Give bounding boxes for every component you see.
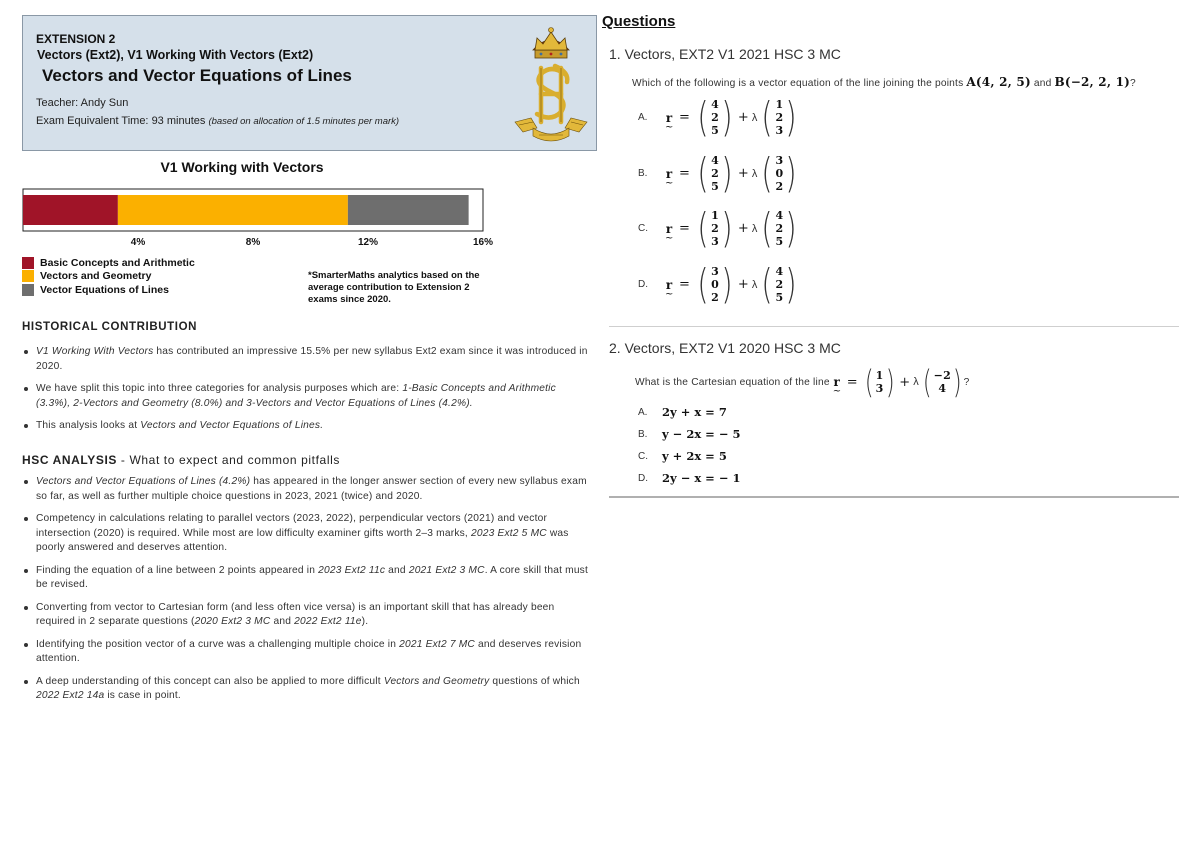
lambda-symbol: λ	[751, 111, 758, 124]
plus-sign: +	[737, 166, 749, 181]
lambda-symbol: λ	[751, 167, 758, 180]
question-text: ?	[1130, 78, 1136, 89]
plus-sign: +	[899, 374, 911, 390]
position-vector: ( 1 3 )	[864, 363, 895, 401]
school-crest-logo	[511, 24, 591, 146]
bar-segment-3	[348, 195, 469, 225]
question-divider	[609, 496, 1179, 498]
vector-component: 3	[775, 124, 784, 137]
legend-swatch-grey	[22, 284, 34, 296]
vector-component: 4	[711, 154, 719, 167]
question-divider	[609, 326, 1179, 327]
direction-vector: ( 4 2 5 )	[761, 204, 797, 252]
question-text: ?	[963, 376, 970, 388]
bullet-italic: 2020 Ext2 3 MC	[194, 616, 271, 627]
historical-list	[36, 345, 592, 442]
bullet-text: and	[385, 564, 409, 576]
vector-component: 1	[711, 209, 719, 222]
legend-swatch-yellow	[22, 270, 34, 282]
bullet-text: has appeared in the longer answer section of every new syllabus exam so far, as well as further multiple choice questions in 2023, 2021 (twice) and 2020.	[36, 476, 587, 502]
bullet-text: Identifying the position vector of a curve was a challenging multiple choice in	[36, 638, 400, 650]
r-symbol: r	[665, 277, 673, 292]
hsc-heading-rest: - What to expect and common pitfalls	[117, 453, 340, 467]
option-letter: D.	[638, 279, 648, 290]
teacher-label: Teacher:	[36, 97, 79, 109]
list-item	[36, 345, 592, 374]
point-b: B(−2, 2, 1)	[1054, 75, 1131, 89]
position-vector: ( 1 2 3 )	[697, 204, 733, 252]
bullet-text: was poorly answered and deserves attention.	[36, 527, 569, 553]
vector-component: 2	[711, 111, 719, 124]
extension-label: EXTENSION 2	[36, 32, 116, 46]
question-2-text	[635, 363, 970, 401]
list-item	[36, 419, 592, 434]
question-text: Which of the following is a vector equation of the line joining the points	[632, 78, 967, 89]
list-item	[36, 512, 592, 556]
option-equation: y + 2x = 5	[662, 449, 727, 463]
x-tick-label: 16%	[472, 237, 494, 248]
topic-name: V1 Working With Vectors	[36, 346, 154, 357]
legend-item-vector-equations	[22, 283, 195, 297]
question-text: What is the Cartesian equation of the line	[635, 376, 830, 388]
plus-sign: +	[737, 221, 749, 236]
vector-component: 3	[775, 154, 784, 167]
lambda-symbol: λ	[913, 376, 919, 388]
plus-sign: +	[737, 110, 749, 125]
vector-component: 4	[775, 209, 784, 222]
bullet-text: is case in point.	[104, 690, 181, 701]
q2-option-d[interactable]	[638, 471, 740, 485]
vector-component: 5	[775, 291, 784, 304]
vector-component: 5	[711, 180, 719, 193]
q2-option-a[interactable]	[638, 405, 727, 419]
vector-component: 2	[775, 111, 784, 124]
tilde-mark: ~	[665, 177, 674, 189]
q2-option-c[interactable]	[638, 449, 727, 463]
lambda-symbol: λ	[751, 222, 758, 235]
equals-sign: =	[679, 277, 690, 292]
motto-ribbon-icon	[515, 118, 587, 141]
crown-icon	[533, 28, 569, 59]
vector-component: 2	[711, 222, 719, 235]
option-letter: A.	[638, 112, 648, 123]
chart-legend	[22, 256, 195, 297]
vector-component: 2	[775, 222, 784, 235]
chart-title: V1 Working with Vectors	[160, 159, 324, 175]
direction-vector: ( 4 2 5 )	[761, 260, 797, 308]
r-symbol: r	[665, 110, 673, 125]
chart-footnote: *SmarterMaths analytics based on the average contribution to Extension 2 exams since 2020.	[308, 270, 480, 305]
lambda-symbol: λ	[751, 278, 758, 291]
list-item	[36, 601, 592, 630]
q1-option-c[interactable]	[638, 204, 799, 252]
vector-component: 2	[711, 167, 719, 180]
bullet-italic: 2021 Ext2 3 MC	[408, 564, 485, 576]
hsc-heading-bold: HSC ANALYSIS	[22, 453, 117, 467]
point-a: A(4, 2, 5)	[966, 75, 1031, 89]
option-equation: 2y − x = − 1	[662, 471, 741, 485]
vector-component: 0	[775, 167, 784, 180]
tilde-mark: ~	[832, 386, 842, 397]
legend-swatch-red	[22, 257, 34, 269]
hsc-list	[36, 475, 592, 712]
bullet-italic: 1-Basic Concepts and Arithmetic (3.3%), 2-Vectors and Geometry (8.0%) and 3-Vectors and Vector Equations of Lines (4.2%).	[36, 383, 556, 409]
question-text: and	[1030, 78, 1055, 89]
position-vector: ( 4 2 5 )	[697, 93, 733, 141]
teacher-line	[36, 97, 128, 109]
vector-component: 4	[938, 382, 947, 395]
bullet-text: questions of which	[489, 675, 580, 687]
header-subtitle: Vectors (Ext2), V1 Working With Vectors (Ext2)	[37, 48, 314, 62]
vector-r	[662, 110, 676, 133]
x-tick-label: 12%	[357, 237, 379, 248]
bullet-text: This analysis looks at	[36, 420, 141, 431]
position-vector: ( 3 0 2 )	[697, 260, 733, 308]
legend-label: Vectors and Geometry	[40, 270, 152, 283]
option-letter: C.	[638, 223, 648, 234]
vector-r	[662, 221, 676, 244]
bullet-text: Competency in calculations relating to parallel vectors (2023, 2022), perpendicular vectors (2021) and vector intersection (2020) is required. While most are low difficulty examiner gifts worth 2–3 marks,	[36, 513, 548, 539]
vector-component: 2	[775, 278, 784, 291]
bullet-text: Finding the equation of a line between 2 points appeared in	[36, 564, 319, 576]
option-letter: A.	[638, 406, 648, 418]
vector-component: 4	[775, 265, 784, 278]
direction-vector: ( −2 4 )	[922, 363, 962, 401]
option-equation: 2y + x = 7	[662, 405, 727, 419]
vector-component: 1	[775, 98, 784, 111]
bullet-text: Converting from vector to Cartesian form (and less often vice versa) is an important skill that has already been required in 2 separate questions (	[36, 601, 555, 627]
page-title: Vectors and Vector Equations of Lines	[42, 66, 352, 85]
questions-heading: Questions	[602, 13, 676, 30]
bullet-italic: 2023 Ext2 11c	[318, 564, 386, 576]
bullet-italic: 2021 Ext2 7 MC	[399, 638, 475, 650]
vector-r	[830, 375, 844, 397]
tilde-mark: ~	[665, 288, 674, 300]
q1-option-a[interactable]	[638, 93, 799, 141]
time-label: Exam Equivalent Time:	[36, 115, 149, 127]
equals-sign: =	[679, 166, 690, 181]
question-1-title: 1. Vectors, EXT2 V1 2021 HSC 3 MC	[609, 46, 841, 62]
legend-label: Vector Equations of Lines	[40, 283, 169, 296]
exam-time-line	[36, 115, 399, 127]
bullet-text: . A core skill that must be revised.	[36, 564, 589, 590]
tilde-mark: ~	[665, 232, 674, 244]
x-tick-label: 4%	[130, 237, 146, 248]
list-item	[36, 638, 592, 667]
hsc-heading	[22, 453, 340, 467]
bullet-italic: 2023 Ext2 5 MC	[470, 527, 547, 539]
time-note: (based on allocation of 1.5 minutes per mark)	[208, 116, 400, 127]
vector-component: 5	[711, 124, 719, 137]
legend-label: Basic Concepts and Arithmetic	[40, 256, 195, 269]
vector-component: 4	[711, 98, 719, 111]
vector-component: 5	[775, 235, 784, 248]
vector-component: 3	[875, 382, 884, 395]
time-value: 93 minutes	[151, 115, 206, 127]
list-item	[36, 475, 592, 504]
bullet-text: ).	[361, 616, 369, 627]
direction-vector: ( 1 2 3 )	[761, 93, 797, 141]
q2-option-b[interactable]	[638, 427, 740, 441]
vector-r	[662, 277, 676, 300]
equals-sign: =	[679, 110, 690, 125]
bullet-italic: Vectors and Geometry	[383, 675, 490, 687]
option-letter: B.	[638, 428, 648, 440]
list-item	[36, 564, 592, 593]
monogram-icon	[537, 66, 567, 122]
vector-component: 3	[711, 265, 719, 278]
legend-item-basic-concepts	[22, 256, 195, 270]
bar-segment-1	[23, 195, 118, 225]
bullet-text: and deserves revision attention.	[36, 638, 582, 664]
bar-segment-2	[118, 195, 348, 225]
q1-option-b[interactable]	[638, 149, 799, 197]
tilde-mark: ~	[665, 121, 674, 133]
r-symbol: r	[665, 221, 673, 236]
bullet-italic: 2022 Ext2 11e	[294, 616, 362, 627]
vector-r	[662, 166, 676, 189]
header-card	[22, 15, 597, 151]
equals-sign: =	[679, 221, 690, 236]
option-letter: D.	[638, 472, 648, 484]
bullet-italic: Vectors and Vector Equations of Lines (4.2%)	[36, 476, 251, 487]
stacked-bar-chart	[18, 183, 494, 253]
vector-component: 3	[711, 235, 719, 248]
bullet-italic: Vectors and Vector Equations of Lines.	[140, 420, 324, 431]
legend-item-vectors-geometry	[22, 270, 195, 284]
vector-component: −2	[933, 369, 951, 382]
direction-vector: ( 3 0 2 )	[761, 149, 797, 197]
bullet-text: We have split this topic into three categories for analysis purposes which are:	[36, 383, 403, 394]
question-2-title: 2. Vectors, EXT2 V1 2020 HSC 3 MC	[609, 340, 841, 356]
vector-component: 2	[711, 291, 719, 304]
option-equation: y − 2x = − 5	[662, 427, 741, 441]
option-letter: B.	[638, 168, 648, 179]
teacher-name: Andy Sun	[80, 97, 129, 109]
r-symbol: r	[665, 166, 673, 181]
q1-option-d[interactable]	[638, 260, 799, 308]
position-vector: ( 4 2 5 )	[697, 149, 733, 197]
x-tick-label: 8%	[245, 237, 261, 248]
vector-component: 1	[875, 369, 884, 382]
bullet-text: A deep understanding of this concept can also be applied to more difficult	[36, 675, 384, 687]
historical-heading: HISTORICAL CONTRIBUTION	[22, 321, 198, 333]
r-symbol: r	[833, 375, 840, 389]
bullet-text: has contributed an impressive 15.5% per new syllabus Ext2 exam since it was introduced in 2020.	[36, 346, 588, 372]
question-1-text	[632, 75, 1136, 89]
list-item	[36, 382, 592, 411]
vector-component: 0	[711, 278, 719, 291]
vector-component: 2	[775, 180, 784, 193]
bullet-italic: 2022 Ext2 14a	[36, 690, 105, 701]
list-item	[36, 675, 592, 704]
equals-sign: =	[846, 374, 858, 390]
plus-sign: +	[737, 277, 749, 292]
bullet-text: and	[270, 616, 295, 627]
option-letter: C.	[638, 450, 648, 462]
